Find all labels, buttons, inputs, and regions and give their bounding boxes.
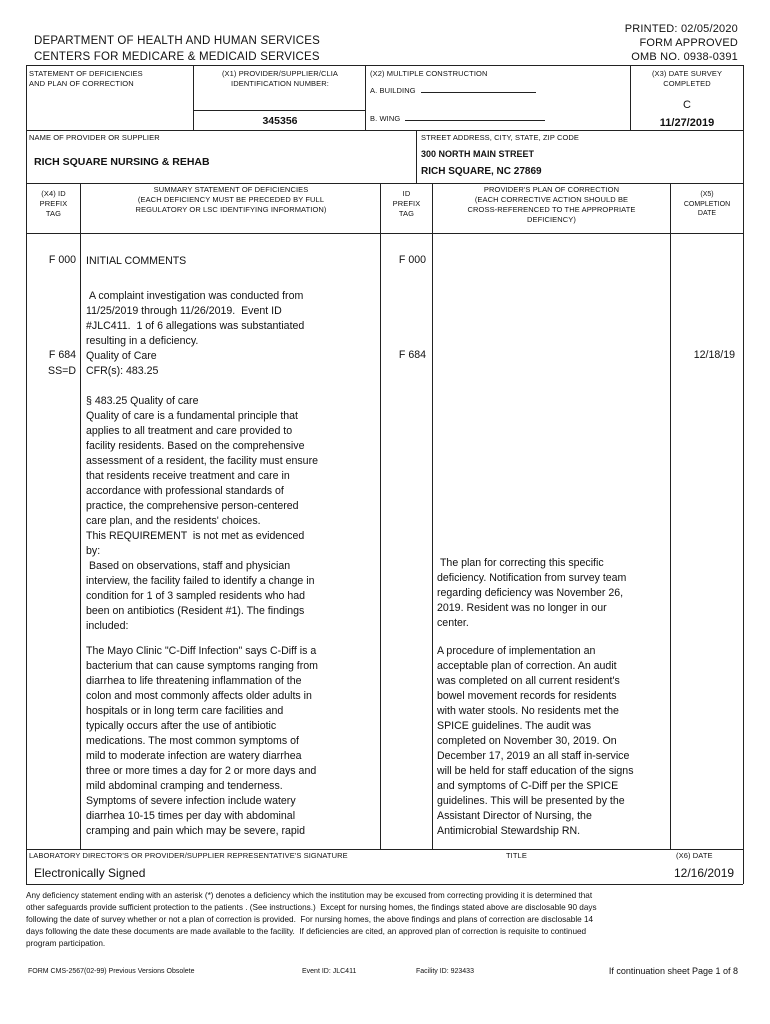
date-label: (X6) DATE <box>676 851 713 860</box>
facility-id: Facility ID: 923433 <box>416 968 474 975</box>
event-id: Event ID: JLC411 <box>302 968 357 975</box>
tag-f684-right: F 684 <box>398 349 426 361</box>
complaint-text: A complaint investigation was conducted from 11/25/2019 through 11/26/2019. Event ID #JLC411. 1 of 6 allegations was substantiated resulting in a deficiency. <box>86 290 305 347</box>
title-label: TITLE <box>506 851 527 860</box>
id-header: ID PREFIX TAG <box>392 189 421 218</box>
tag-f684-left: F 684 <box>48 349 76 361</box>
agency-line-2: CENTERS FOR MEDICARE & MEDICAID SERVICES <box>34 51 320 63</box>
tag-f000-right: F 000 <box>398 254 426 266</box>
provider-name-label: NAME OF PROVIDER OR SUPPLIER <box>29 133 160 142</box>
page-indicator: If continuation sheet Page 1 of 8 <box>608 966 738 976</box>
plan-text-specific: The plan for correcting this specific deficiency. Notification from survey team regarding deficiency was November 26, 2019. Resident was no longer in our center. <box>437 557 627 629</box>
mayo-clinic-text: The Mayo Clinic "C-Diff Infection" says C-Diff is a bacterium that can cause symptoms ranging from diarrhea to life threatening inflammation of the colon and most commonly affects older adults in hospitals or in long term care facilities and typically occurs after the use of antibiotic medications. The most common symptoms of mild to moderate infection are watery diarrhea three or more times a day for 2 or more days and mild abdominal cramping and tenderness. Symptoms of severe infection include watery diarrhea 10-15 times per day with abdominal cramping and pain which may be severe, rapid <box>86 645 318 837</box>
signature-label: LABORATORY DIRECTOR'S OR PROVIDER/SUPPLIER REPRESENTATIVE'S SIGNATURE <box>29 851 348 860</box>
signature-value: Electronically Signed <box>34 866 146 880</box>
provider-name: RICH SQUARE NURSING & REHAB <box>34 156 210 168</box>
x1-label: (X1) PROVIDER/SUPPLIER/CLIA IDENTIFICATION NUMBER: <box>221 69 339 88</box>
printed-date: PRINTED: 02/05/2020 <box>624 23 738 35</box>
tag-f000-left: F 000 <box>48 254 76 266</box>
initial-comments-title: INITIAL COMMENTS <box>86 255 187 267</box>
quality-of-care-title: Quality of Care <box>86 350 157 362</box>
wing-label: B. WING <box>370 114 545 124</box>
summary-header: SUMMARY STATEMENT OF DEFICIENCIES (EACH DEFICIENCY MUST BE PRECEDED BY FULL REGULATORY OR LSC IDENTIFYING INFORMATION) <box>135 185 327 214</box>
building-label: A. BUILDING <box>370 86 536 96</box>
agency-line-1: DEPARTMENT OF HEALTH AND HUMAN SERVICES <box>34 35 320 47</box>
x5-header: (X5) COMPLETION DATE <box>683 191 731 217</box>
address-line-1: 300 NORTH MAIN STREET <box>421 149 535 159</box>
plan-header: PROVIDER'S PLAN OF CORRECTION (EACH CORRECTIVE ACTION SHOULD BE CROSS-REFERENCED TO THE APPROPRIATE DEFICIENCY) <box>467 185 636 224</box>
statement-label: STATEMENT OF DEFICIENCIES AND PLAN OF CORRECTION <box>29 69 143 88</box>
omb-number: OMB NO. 0938-0391 <box>631 51 738 63</box>
plan-text-implementation: A procedure of implementation an acceptable plan of correction. An audit was completed on all current resident's bowel movement records for residents with water stools. No residents met the SPICE guidelines. The audit was completed on November 30, 2019. On December 17, 2019 an all staff in-service will be held for staff education of the signs and symptoms of C-Diff per the SPICE guidelines. This will be presented by the Assistant Director of Nursing, the Antimicrobial Stewardship RN. <box>437 645 634 837</box>
severity-scope: SS=D <box>48 365 76 377</box>
x2-label: (X2) MULTIPLE CONSTRUCTION <box>370 69 488 78</box>
signature-date: 12/16/2019 <box>674 866 735 880</box>
deficiency-text: § 483.25 Quality of care Quality of care is a fundamental principle that applies to all treatment and care provided to facility residents. Based on the comprehensive assessment of a resident, the facility must ensure that residents receive treatment and care in accordance with professional standards of practice, the comprehensive person-centered care plan, and the residents' choices. This REQUIREMENT is not met as evidenced by: Based on observations, staff and physician interview, the facility failed to identify a change in condition for 1 of 3 sampled residents who had been on antibiotics (Resident #1). The findings included: <box>86 395 318 632</box>
address-label: STREET ADDRESS, CITY, STATE, ZIP CODE <box>421 133 580 142</box>
form-approved: FORM APPROVED <box>639 37 738 49</box>
completion-date: 12/18/19 <box>693 349 735 361</box>
survey-date: 11/27/2019 <box>659 117 715 129</box>
x3-label: (X3) DATE SURVEY COMPLETED <box>651 69 723 88</box>
disclaimer-text: Any deficiency statement ending with an asterisk (*) denotes a deficiency which the institution may be excused from correcting providing it is determined that other safeguards provide sufficient protection to the patients . (See instructions.) Except for nursing homes, the findings stated above are disclosable 90 days following the date of survey whether or not a plan of correction is provided. For nursing homes, the above findings and plans of correction are disclosable 14 days following the date these documents are made available to the facility. If deficiencies are cited, an approved plan of correction is requisite to continued program participation. <box>26 891 597 948</box>
cfr-reference: CFR(s): 483.25 <box>86 365 159 377</box>
form-number: FORM CMS-2567(02-99) Previous Versions Obsolete <box>28 968 195 975</box>
provider-id-value: 345356 <box>262 115 298 127</box>
x4-header: (X4) ID PREFIX TAG <box>39 189 68 218</box>
survey-code: C <box>683 99 691 111</box>
address-line-2: RICH SQUARE, NC 27869 <box>421 166 542 177</box>
